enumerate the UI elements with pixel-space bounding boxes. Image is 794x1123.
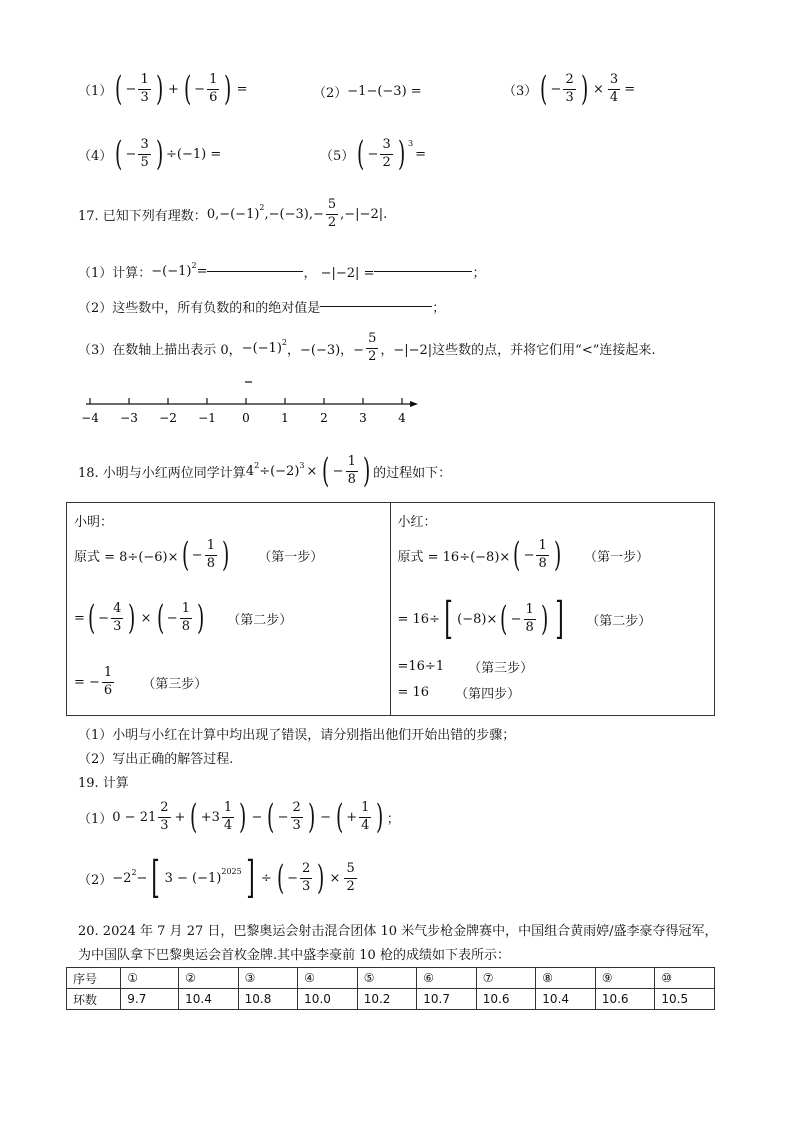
- equals-sign: =: [74, 610, 85, 626]
- q20-stem-line-1: 20. 2024 年 7 月 27 日，巴黎奥运会射击混合团体 10 米气步枪金牌赛中，中国组合黄雨婷/盛李豪夺得冠军，: [78, 924, 718, 939]
- step-label: （第四步）: [455, 687, 521, 702]
- operator: −: [320, 809, 331, 825]
- expression: −(−1): [151, 264, 192, 279]
- expression: −(−1): [241, 340, 282, 356]
- part-text: （2）这些数中，所有负数的和的绝对值是: [78, 301, 321, 316]
- expression: = −: [74, 674, 100, 690]
- q16-item-2: [313, 82, 422, 101]
- q16-item-1: （1） ( − $\frac{1}{3}$ ) + ( − $\frac{1}{6}$ ) =: [78, 69, 248, 109]
- student-name: 小明：: [74, 515, 114, 530]
- operator: +: [174, 809, 186, 825]
- part-text: ，−|−2|这些数的点，并将它们用“<”连接起来.: [380, 342, 656, 358]
- exponent: 2: [259, 202, 265, 212]
- expression: ，−(−3)，−: [286, 342, 365, 358]
- fraction: $\frac{1}{8}$: [181, 600, 190, 634]
- part-text: （3）在数轴上描出表示 0，: [78, 342, 242, 358]
- score-header-cell: ①: [121, 968, 179, 989]
- part-label: （1）: [78, 811, 113, 827]
- step-label: （第三步）: [468, 661, 534, 676]
- q18-part-1: （1）小明与小红在计算中均出现了错误，请分别指出他们开始出错的步骤；: [78, 728, 516, 743]
- q19-part-1: （1） 0 − 21 $\frac{2}{3}$ + ( +3 $\frac{1}{4}$ ) − ( − $\frac{2}{3}$ ) − ( + $\frac{1}{4}$ ) ；: [78, 797, 400, 837]
- xiaoming-step-2: = ( − $\frac{4}{3}$ ) × ( − $\frac{1}{8}$ ) （第二步）: [74, 598, 293, 638]
- score-header-cell: ⑩: [655, 968, 715, 989]
- operator: ÷: [260, 870, 272, 886]
- tick-label: 2: [320, 411, 328, 425]
- arrow-icon: [410, 401, 418, 407]
- score-value-cell: 10.2: [357, 989, 417, 1010]
- fraction: $\frac{1}{6}$: [103, 665, 113, 698]
- score-value-cell: 10.6: [476, 989, 536, 1010]
- part-label: （1）计算：: [78, 266, 152, 281]
- item-label: （5）: [320, 148, 355, 164]
- score-table-data-row: [67, 989, 715, 1010]
- xiaohong-step-1: 原式 = 16÷(−8)× ( − $\frac{1}{8}$ ) （第一步）: [397, 535, 650, 575]
- item-label: （2）: [313, 86, 348, 101]
- score-value-cell: 10.8: [238, 989, 298, 1010]
- equals-sign: =: [236, 81, 248, 97]
- student-name: 小红：: [397, 515, 437, 530]
- equals-sign: =: [415, 146, 426, 162]
- operator: −: [251, 809, 263, 825]
- fraction: $\frac{3}{5}$: [140, 136, 149, 170]
- operator: +: [346, 809, 358, 825]
- fraction: $\frac{1}{8}$: [538, 537, 547, 571]
- expression: −2: [112, 870, 132, 886]
- exponent: 3: [299, 460, 305, 470]
- q18-part-2: （2）写出正确的解答过程.: [78, 752, 234, 767]
- punctuation: ；: [386, 811, 400, 827]
- q16-item-4: （4） ( − $\frac{3}{5}$ ) ÷(−1) =: [78, 134, 222, 174]
- tick-label: 3: [359, 411, 367, 425]
- score-header-cell: 序号: [67, 968, 121, 989]
- expression: +3: [200, 809, 220, 825]
- exponent: 2: [191, 261, 197, 270]
- fraction: $\frac{5}{2}$: [327, 197, 337, 230]
- score-value-cell: 10.7: [417, 989, 477, 1010]
- operator: +: [168, 81, 179, 97]
- fraction: $\frac{1}{4}$: [223, 799, 233, 833]
- xiaoming-step-3: [74, 666, 207, 699]
- q16-item-5: （5） ( − $\frac{3}{2}$ ) $^3$ =: [320, 134, 426, 174]
- exponent: 2: [254, 460, 260, 470]
- score-header-cell: ③: [238, 968, 298, 989]
- expression: ÷(−2): [259, 463, 300, 479]
- expression: 4: [245, 463, 255, 479]
- score-header-cell: ⑨: [595, 968, 655, 989]
- punctuation: ；: [472, 266, 486, 281]
- score-header-cell: ②: [179, 968, 239, 989]
- expression: = 16÷: [397, 611, 440, 627]
- exponent: 3: [408, 138, 414, 148]
- operator: ×: [329, 870, 341, 886]
- fraction: $\frac{1}{3}$: [140, 71, 149, 105]
- score-table-header-row: [67, 968, 715, 989]
- xiaohong-step-4: [398, 683, 521, 702]
- q19-stem: 19. 计算: [78, 776, 129, 791]
- fraction: $\frac{3}{4}$: [609, 71, 619, 105]
- fraction: $\frac{1}{8}$: [525, 601, 534, 635]
- xiaohong-step-3: [398, 657, 534, 676]
- item-label: （4）: [78, 148, 113, 164]
- step-label: （第二步）: [586, 613, 652, 629]
- item-label: （3）: [503, 83, 538, 99]
- q19-part-2: （2） −2 $^2$ − [ 3 − (−1) $^{2025}$ ] ÷ ( − $\frac{2}{3}$ ) × $\frac{5}{2}$: [78, 852, 355, 903]
- expression: = 16: [397, 685, 430, 700]
- tick-label: −1: [198, 411, 216, 425]
- step-label: （第一步）: [258, 549, 324, 565]
- q17-stem: [78, 198, 387, 231]
- expression: =16÷1: [397, 659, 445, 674]
- tick-label: −2: [159, 411, 177, 425]
- question-stem: 的过程如下：: [373, 465, 452, 481]
- fraction: $\frac{1}{8}$: [206, 537, 215, 571]
- operator: ×: [593, 81, 604, 97]
- solution-comparison-table: [66, 502, 715, 716]
- fraction: $\frac{5}{2}$: [368, 331, 377, 364]
- score-table: [66, 967, 715, 1010]
- fraction: $\frac{2}{3}$: [160, 799, 169, 833]
- expression: (−8)×: [457, 611, 498, 627]
- score-value-cell: 10.4: [536, 989, 596, 1010]
- exponent: 2: [131, 867, 137, 877]
- step-label: （第三步）: [142, 676, 208, 692]
- xiaohong-cell: [390, 503, 715, 716]
- q17-part-1: [78, 262, 485, 281]
- xiaoming-cell: [67, 503, 391, 716]
- score-header-cell: ⑤: [357, 968, 417, 989]
- fraction: $\frac{2}{3}$: [565, 71, 574, 105]
- expression: ÷(−1) =: [166, 146, 222, 162]
- expression: ,−(−3),−: [264, 206, 324, 222]
- question-stem: 17. 已知下列有理数：: [78, 208, 207, 224]
- fraction: $\frac{1}{4}$: [361, 799, 370, 833]
- tick-label: 0: [242, 411, 250, 425]
- score-value-cell: 10.4: [179, 989, 239, 1010]
- number-line: [80, 376, 425, 432]
- q17-part-3: [78, 332, 656, 365]
- fraction: $\frac{2}{3}$: [301, 860, 311, 894]
- score-header-cell: ④: [298, 968, 358, 989]
- score-value-cell: 10.5: [655, 989, 715, 1010]
- xiaoming-step-1: 原式 = 8÷(−6)× ( − $\frac{1}{8}$ ) （第一步）: [74, 535, 324, 575]
- operator: −: [136, 870, 148, 886]
- expression: 0 − 21: [112, 809, 157, 825]
- score-value-cell: 10.6: [595, 989, 655, 1010]
- operator: ×: [306, 463, 318, 479]
- equals-sign: =: [196, 264, 208, 279]
- expression: 3 − (−1): [164, 870, 222, 886]
- step-label: （第一步）: [584, 549, 650, 565]
- tick-label: 4: [398, 411, 406, 425]
- score-value-cell: 环数: [67, 989, 121, 1010]
- fraction: $\frac{4}{3}$: [113, 600, 122, 634]
- q17-part-2: [78, 297, 445, 316]
- tick-label: −4: [81, 411, 99, 425]
- answer-blank[interactable]: [207, 271, 303, 272]
- step-label: （第二步）: [227, 612, 293, 628]
- expression: 0,−(−1): [206, 206, 260, 222]
- fraction: $\frac{1}{8}$: [347, 453, 356, 487]
- score-header-cell: ⑥: [417, 968, 477, 989]
- score-header-cell: ⑦: [476, 968, 536, 989]
- score-value-cell: 10.0: [298, 989, 358, 1010]
- answer-blank[interactable]: [374, 271, 472, 272]
- exponent: 2025: [221, 866, 242, 876]
- expression: ， −|−2| =: [303, 266, 375, 281]
- expression: 原式 = 8÷(−6)×: [74, 549, 179, 565]
- q20-stem-line-2: 为中国队拿下巴黎奥运会首枚金牌.其中盛李豪前 10 枪的成绩如下表所示：: [78, 948, 510, 963]
- exponent: 2: [281, 337, 287, 347]
- fraction: $\frac{3}{2}$: [382, 136, 391, 170]
- item-label: （1）: [78, 83, 113, 99]
- q16-item-3: （3） ( − $\frac{2}{3}$ ) × $\frac{3}{4}$ =: [503, 69, 636, 109]
- question-stem: 18. 小明与小红两位同学计算: [78, 465, 246, 481]
- fraction: $\frac{5}{2}$: [346, 860, 355, 894]
- tick-label: −3: [120, 411, 138, 425]
- score-value-cell: 9.7: [121, 989, 179, 1010]
- tick-label: 1: [281, 411, 289, 425]
- expression: −1−(−3) =: [347, 84, 422, 99]
- punctuation: ；: [432, 301, 446, 316]
- part-label: （2）: [78, 872, 113, 888]
- answer-blank[interactable]: [320, 306, 432, 307]
- score-header-cell: ⑧: [536, 968, 596, 989]
- fraction: $\frac{1}{6}$: [209, 71, 218, 105]
- xiaohong-step-2: = 16÷ [ (−8)× ( − $\frac{1}{8}$ ) ] （第二步）: [397, 593, 652, 644]
- equals-sign: =: [624, 81, 636, 97]
- expression: 原式 = 16÷(−8)×: [397, 549, 511, 565]
- fraction: $\frac{2}{3}$: [292, 799, 301, 833]
- q18-stem: 18. 小明与小红两位同学计算 4 $^2$ ÷(−2) $^3$ × ( − $\frac{1}{8}$ ) 的过程如下：: [78, 451, 452, 491]
- expression: ,−|−2|.: [340, 206, 388, 222]
